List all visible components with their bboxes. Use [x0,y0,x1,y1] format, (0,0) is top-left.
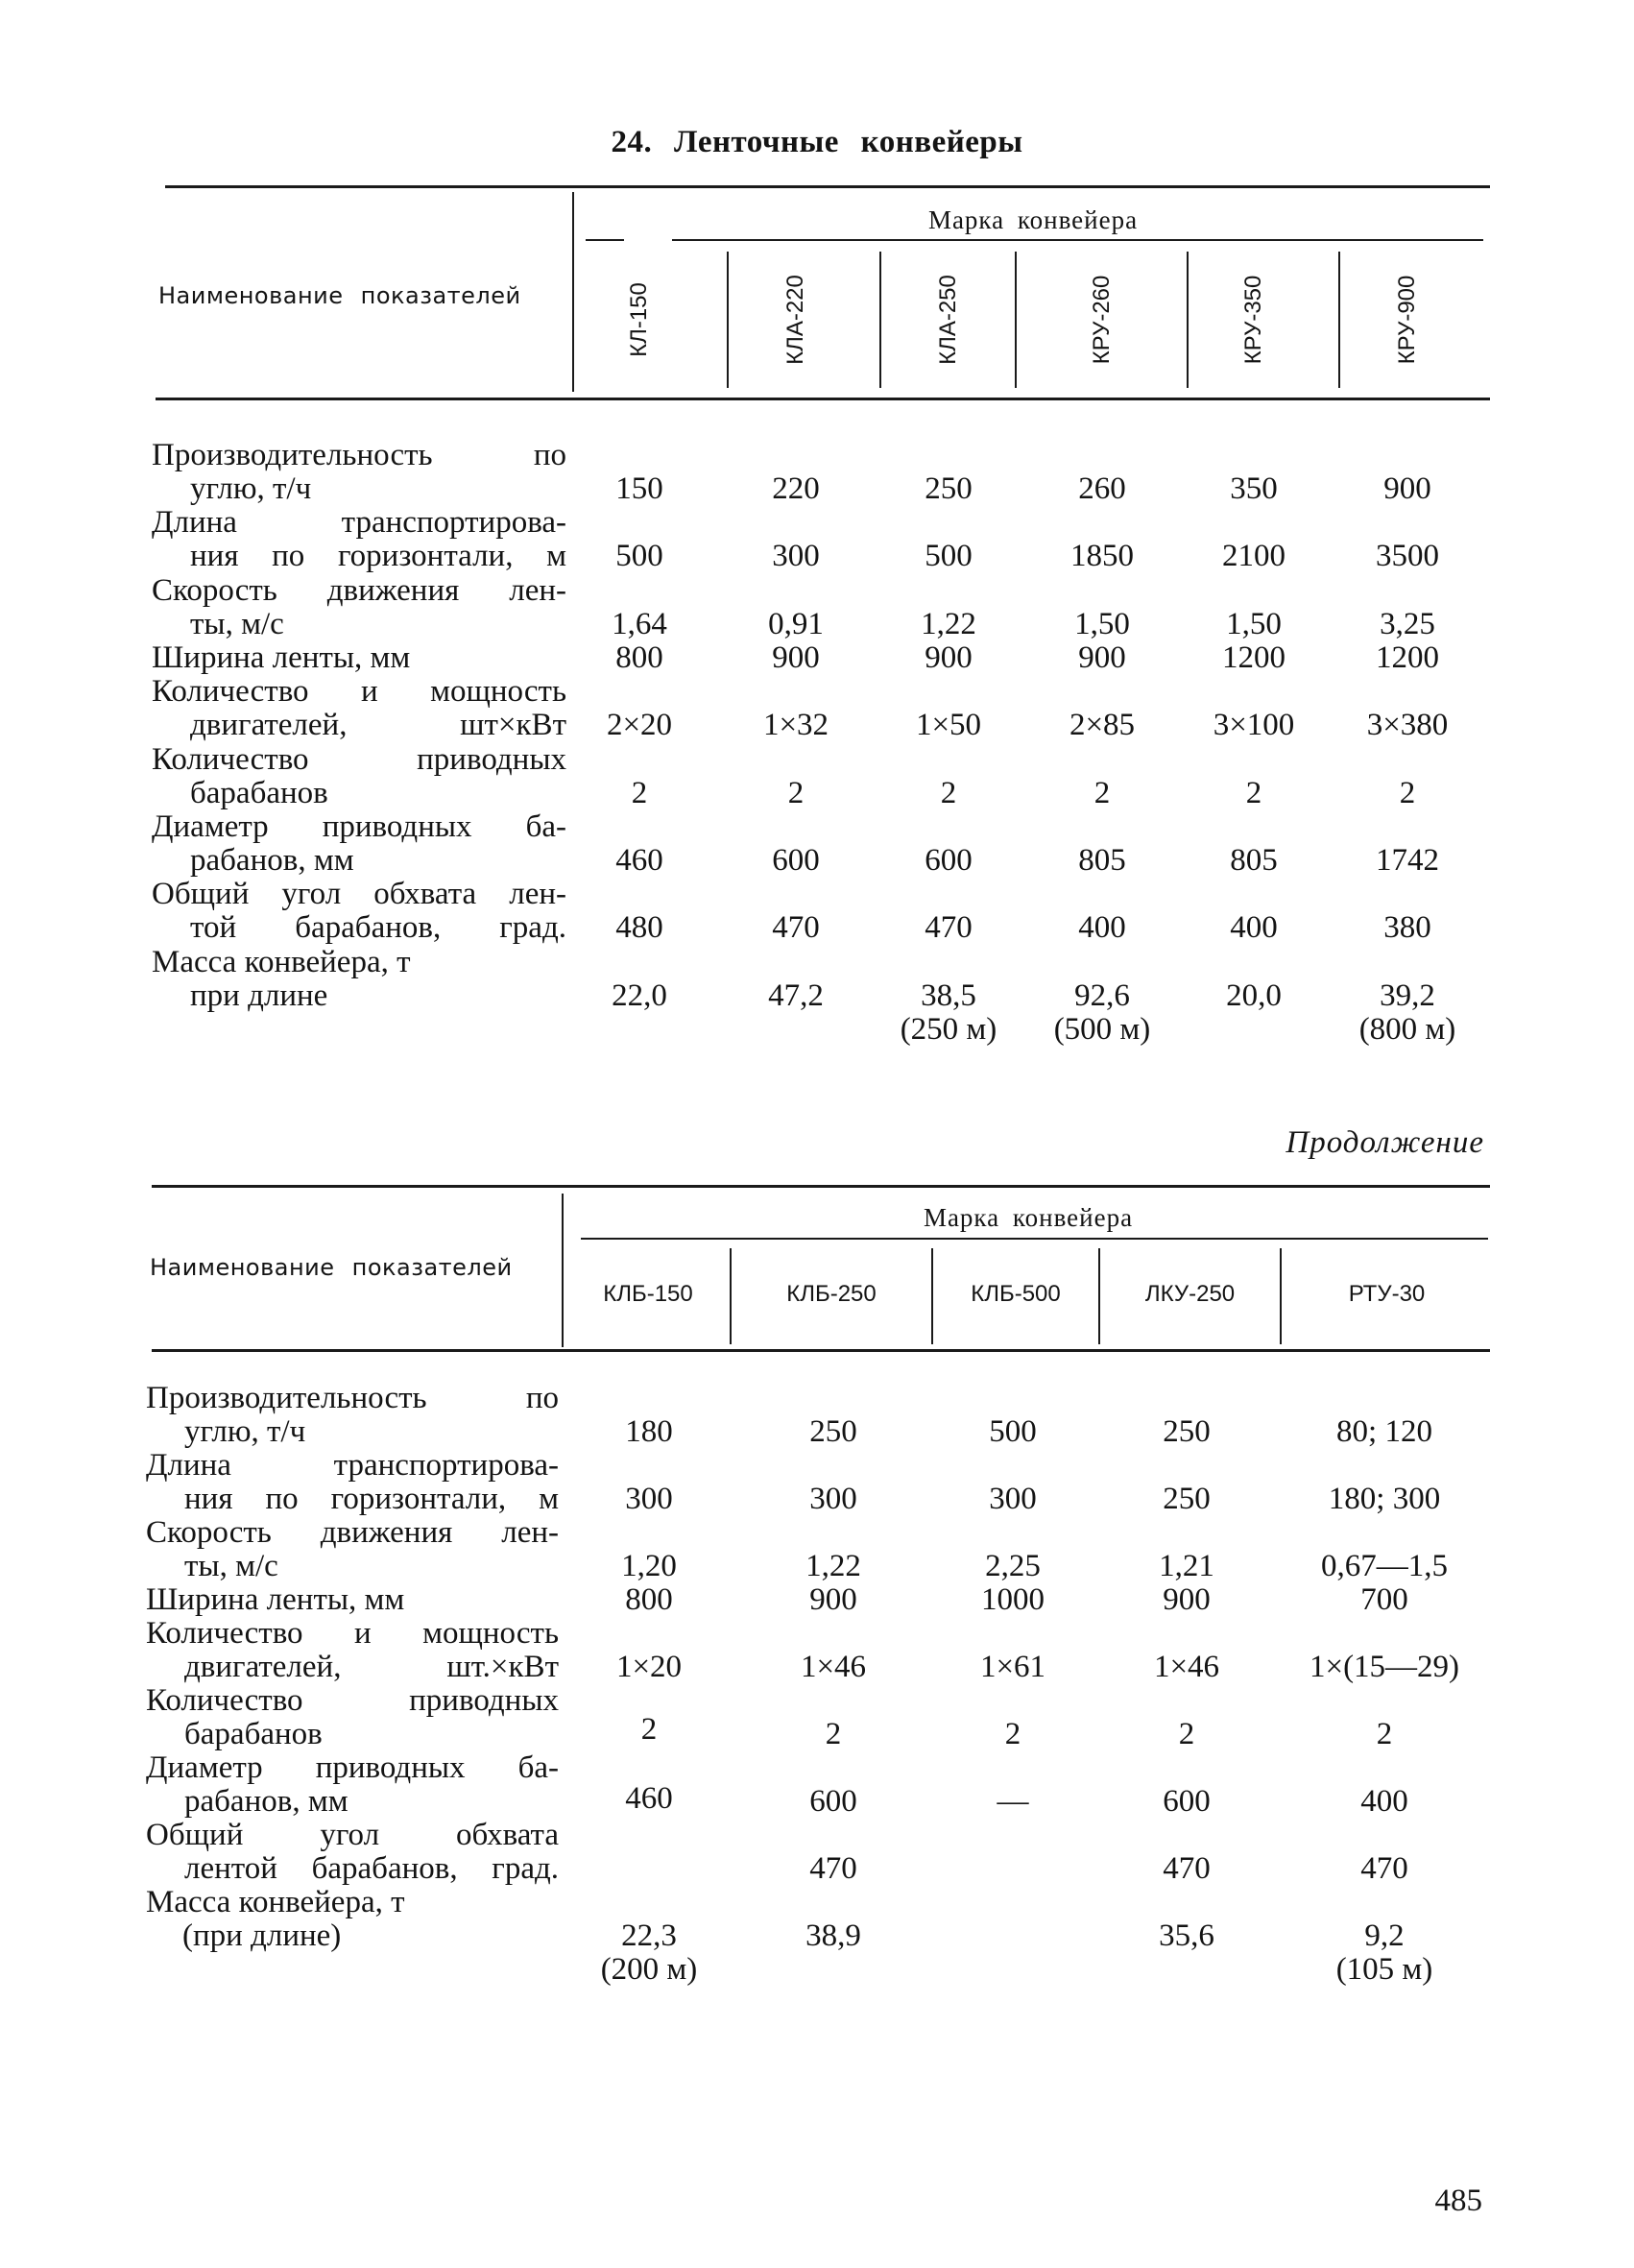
table-cell: 2 [640,1712,658,1747]
page-number: 485 [1434,2184,1482,2218]
row-label: Масса конвейера, т [146,1885,405,1919]
group-header: Марка конвейера [927,205,1139,234]
table-cell-note: (800 м) [1358,1012,1456,1047]
column-header: КЛБ-150 [603,1281,693,1307]
table-cell: 3,25 [1380,607,1435,641]
row-label: рабанов, мм [190,843,354,878]
table-cell: 805 [1078,843,1126,878]
table-cell: 1,21 [1159,1549,1214,1583]
row-label: Масса конвейера, т [152,945,411,979]
header-rule [152,1349,1490,1352]
col-divider [879,252,881,388]
table-cell: 2100 [1222,539,1286,573]
table-cell-note: (200 м) [600,1952,698,1987]
group-header: Марка конвейера [923,1203,1134,1232]
table-cell: 2 [1399,776,1416,810]
column-header: КРУ-350 [1240,275,1266,365]
table-cell: — [997,1784,1029,1819]
table-cell: 2 [825,1717,842,1751]
table-cell: 470 [1163,1851,1211,1886]
table-cell: 500 [615,539,663,573]
table-cell: 460 [625,1781,673,1816]
table-cell: 1×(15—29) [1309,1650,1460,1684]
row-label: Общий угол обхвата [146,1818,559,1852]
table-cell: 250 [1163,1414,1211,1449]
table-cell: 80; 120 [1336,1414,1432,1449]
table-cell: 0,91 [768,607,824,641]
table-cell: 1×46 [1153,1650,1220,1684]
column-header: ЛКУ-250 [1144,1281,1236,1307]
row-label: Производительность по [146,1381,559,1415]
table-cell: 400 [1360,1784,1408,1819]
table-cell: 92,6 [1074,978,1130,1013]
col-divider [931,1248,933,1344]
row-label: ния по горизонтали, м [184,1482,559,1516]
table-cell: 380 [1383,910,1431,945]
table-cell: 600 [925,843,973,878]
row-label: Общий угол обхвата лен- [152,877,566,911]
row-label: двигателей, шт×кВт [190,708,566,742]
table-cell: 180; 300 [1328,1482,1441,1516]
table-cell: 35,6 [1159,1918,1214,1953]
table-cell: 1×50 [915,708,982,742]
table-cell: 39,2 [1380,978,1435,1013]
table-cell: 900 [809,1582,857,1617]
table-cell: 900 [1078,640,1126,675]
row-label: Производительность по [152,438,566,472]
table-cell: 2 [631,776,648,810]
table-cell: 3×100 [1213,708,1295,742]
table-cell: 38,9 [805,1918,861,1953]
table-cell: 1×46 [800,1650,867,1684]
table-cell: 470 [772,910,820,945]
table-cell: 1742 [1376,843,1439,878]
column-header: КЛБ-500 [971,1281,1061,1307]
row-label: Количество и мощность [152,674,566,709]
row-label: рабанов, мм [184,1784,348,1819]
row-label: Скорость движения лен- [146,1515,559,1550]
name-header: Наименование показателей [158,282,521,309]
table-cell: 2 [1245,776,1262,810]
table-cell: 600 [809,1784,857,1819]
table-cell-note: (250 м) [900,1012,997,1047]
table-cell: 600 [1163,1784,1211,1819]
table-cell: 1000 [981,1582,1045,1617]
row-label: углю, т/ч [184,1414,306,1449]
table-cell: 400 [1078,910,1126,945]
table-cell: 900 [1383,471,1431,506]
table-cell: 500 [925,539,973,573]
col-divider [1098,1248,1100,1344]
table-cell: 2 [787,776,805,810]
table-cell: 22,3 [621,1918,677,1953]
table-cell: 9,2 [1364,1918,1405,1953]
row-label: (при длине) [182,1918,342,1953]
table-cell: 2 [1093,776,1111,810]
table-cell: 250 [809,1414,857,1449]
table-cell: 2×20 [606,708,673,742]
header-rule [156,398,1490,400]
table-cell: 900 [925,640,973,675]
table-cell: 2 [940,776,957,810]
column-header: КРУ-260 [1089,275,1115,365]
table-cell: 470 [809,1851,857,1886]
table-cell: 2×85 [1069,708,1136,742]
col-divider [1015,252,1017,388]
row-label: углю, т/ч [190,471,312,506]
table-cell: 1,64 [612,607,667,641]
table-cell: 38,5 [921,978,976,1013]
column-header: КЛА-250 [935,275,961,365]
table-cell: 805 [1230,843,1278,878]
row-label: Количество приводных [152,742,566,777]
continuation-label: Продолжение [1286,1125,1484,1160]
table-cell: 1,22 [921,607,976,641]
top-rule [152,1185,1490,1188]
table-cell: 2 [1376,1717,1393,1751]
table-cell: 220 [772,471,820,506]
table-cell: 1200 [1222,640,1286,675]
table-cell: 1×32 [762,708,829,742]
row-label: Диаметр приводных ба- [152,809,566,844]
table-cell: 500 [989,1414,1037,1449]
column-header: КЛ-150 [626,282,652,357]
table-cell: 300 [625,1482,673,1516]
table-cell: 1,50 [1074,607,1130,641]
column-header: КРУ-900 [1394,275,1420,365]
row-label: лентой барабанов, град. [184,1851,559,1886]
header-divider [572,192,574,392]
table-cell: 47,2 [768,978,824,1013]
table-cell: 250 [1163,1482,1211,1516]
table-cell: 20,0 [1226,978,1282,1013]
row-label: Длина транспортирова- [146,1448,559,1483]
col-divider [1338,252,1340,388]
table-title: 24. Ленточные конвейеры [611,125,1023,159]
table-cell-note: (105 м) [1335,1952,1433,1987]
row-label: Ширина ленты, мм [152,640,411,675]
table-cell: 250 [925,471,973,506]
table-cell: 400 [1230,910,1278,945]
table-cell: 3×380 [1366,708,1449,742]
table-cell: 1×61 [979,1650,1046,1684]
col-divider [730,1248,732,1344]
table-cell: 22,0 [612,978,667,1013]
table-cell: 300 [809,1482,857,1516]
table-cell: 900 [772,640,820,675]
row-label: той барабанов, град. [190,910,566,945]
table-cell: 350 [1230,471,1278,506]
row-label: Ширина ленты, мм [146,1582,405,1617]
table-cell: 1,50 [1226,607,1282,641]
table-cell: 800 [625,1582,673,1617]
table-cell: 460 [615,843,663,878]
row-label: ния по горизонтали, м [190,539,566,573]
table-cell: 260 [1078,471,1126,506]
group-rule [672,239,1483,241]
table-cell: 1×20 [615,1650,683,1684]
column-header: КЛБ-250 [786,1281,877,1307]
table-cell: 1200 [1376,640,1439,675]
table-cell: 3500 [1376,539,1439,573]
table-cell: 1,20 [621,1549,677,1583]
row-label: двигателей, шт.×кВт [184,1650,559,1684]
table-cell: 900 [1163,1582,1211,1617]
table-cell: 180 [625,1414,673,1449]
table-cell: 300 [989,1482,1037,1516]
col-divider [727,252,729,388]
table-cell: 800 [615,640,663,675]
table-cell: 1,22 [805,1549,861,1583]
column-header: РТУ-30 [1348,1281,1426,1307]
table-cell: 470 [925,910,973,945]
row-label: ты, м/с [184,1549,278,1583]
group-rule [581,1238,1488,1240]
table-cell: 150 [615,471,663,506]
col-divider [1187,252,1189,388]
row-label: барабанов [190,776,328,810]
table-cell: 2 [1178,1717,1195,1751]
header-divider [562,1194,564,1347]
row-label: Количество и мощность [146,1616,559,1651]
col-divider [1280,1248,1282,1344]
table-cell: 480 [615,910,663,945]
row-label: барабанов [184,1717,323,1751]
table-cell: 470 [1360,1851,1408,1886]
table-cell: 2 [1004,1717,1021,1751]
row-label: Скорость движения лен- [152,573,566,608]
column-header: КЛА-220 [782,275,808,365]
name-header: Наименование показателей [150,1254,513,1281]
table-cell: 0,67—1,5 [1321,1549,1448,1583]
table-cell: 600 [772,843,820,878]
row-label: Длина транспортирова- [152,505,566,540]
table-cell: 1850 [1070,539,1134,573]
top-rule [165,185,1490,188]
group-rule-left [586,239,624,241]
row-label: при длине [190,978,328,1013]
table-cell: 700 [1360,1582,1408,1617]
row-label: Диаметр приводных ба- [146,1750,559,1785]
row-label: Количество приводных [146,1683,559,1718]
row-label: ты, м/с [190,607,284,641]
table-cell-note: (500 м) [1053,1012,1151,1047]
table-cell: 2,25 [985,1549,1041,1583]
table-cell: 300 [772,539,820,573]
